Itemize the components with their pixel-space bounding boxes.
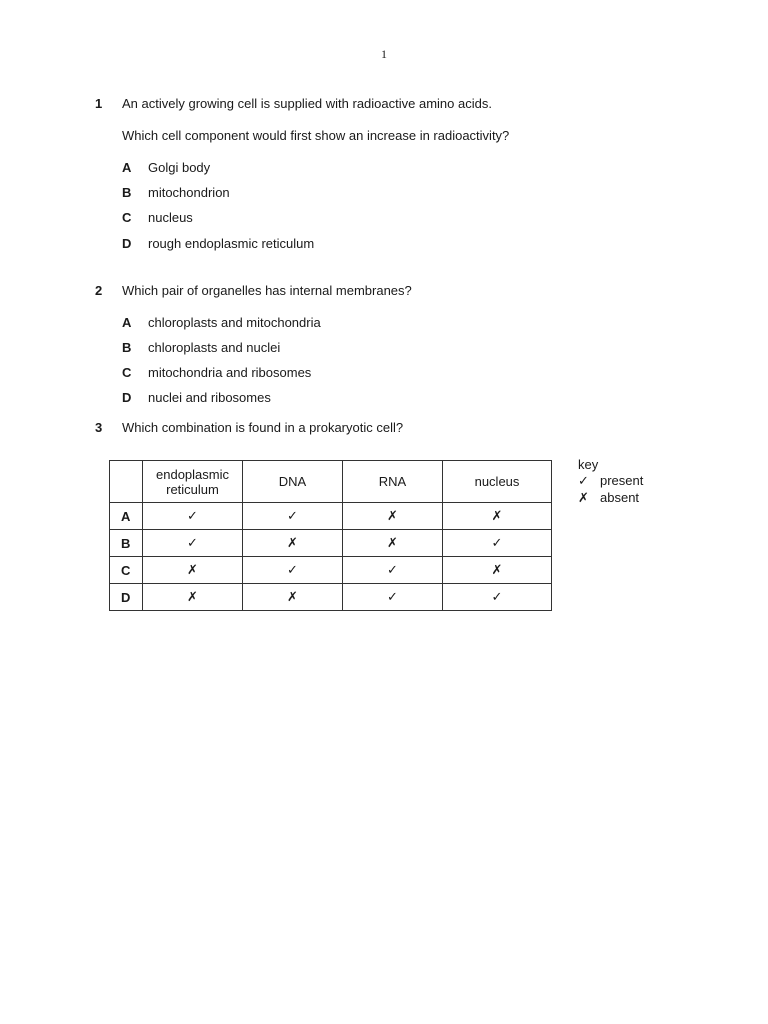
question-number: 2 [95,283,103,298]
option-text: chloroplasts and mitochondria [148,315,321,330]
option-text: nucleus [148,210,193,225]
row-letter: B [110,530,143,557]
table-row [110,530,552,557]
table-cell: ✓ [143,530,243,557]
option-text: mitochondria and ribosomes [148,365,312,380]
option-letter: D [122,236,132,251]
row-letter: C [110,557,143,584]
option-letter: A [122,160,132,175]
option-letter: B [122,340,132,355]
table-row [110,503,552,530]
option-text: nuclei and ribosomes [148,390,271,405]
table-cell: ✗ [143,584,243,611]
table-cell: ✓ [243,557,343,584]
option-letter: C [122,210,132,225]
question-stem: Which combination is found in a prokaryotic cell? [122,420,404,435]
row-letter: D [110,584,143,611]
key-item-present [578,473,643,490]
table-key [578,457,643,507]
table-header: nucleus [443,461,552,503]
table-cell: ✓ [243,503,343,530]
option-letter: C [122,365,132,380]
question-number: 3 [95,420,103,435]
table-cell: ✓ [343,584,443,611]
combination-table [109,460,552,611]
question-prompt: Which cell component would first show an increase in radioactivity? [122,128,510,143]
table-cell: ✓ [443,530,552,557]
table-cell: ✓ [143,503,243,530]
option-letter: B [122,185,132,200]
table-cell: ✗ [443,557,552,584]
table-cell: ✓ [343,557,443,584]
question-number: 1 [95,96,103,111]
page-number: 1 [381,47,387,61]
table-cell: ✗ [243,584,343,611]
table-header-blank [110,461,143,503]
table-cell: ✗ [343,503,443,530]
question-stem: An actively growing cell is supplied with radioactive amino acids. [122,96,492,111]
option-letter: D [122,390,132,405]
row-letter: A [110,503,143,530]
table-row [110,557,552,584]
key-title: key [578,457,599,472]
check-icon: ✓ [578,474,589,489]
option-text: rough endoplasmic reticulum [148,236,315,251]
table-row [110,584,552,611]
table-cell: ✓ [443,584,552,611]
table-cell: ✗ [143,557,243,584]
option-letter: A [122,315,132,330]
table-header: endoplasmic reticulum [143,461,243,503]
table-header-row [110,461,552,503]
table-cell: ✗ [443,503,552,530]
table-header: RNA [343,461,443,503]
key-label: present [600,473,644,488]
option-text: chloroplasts and nuclei [148,340,281,355]
option-text: Golgi body [148,160,211,175]
key-label: absent [600,490,640,505]
table-header: DNA [243,461,343,503]
table-cell: ✗ [243,530,343,557]
key-item-absent [578,490,643,507]
table-cell: ✗ [343,530,443,557]
question-stem: Which pair of organelles has internal membranes? [122,283,412,298]
option-text: mitochondrion [148,185,230,200]
cross-icon: ✗ [578,491,589,506]
